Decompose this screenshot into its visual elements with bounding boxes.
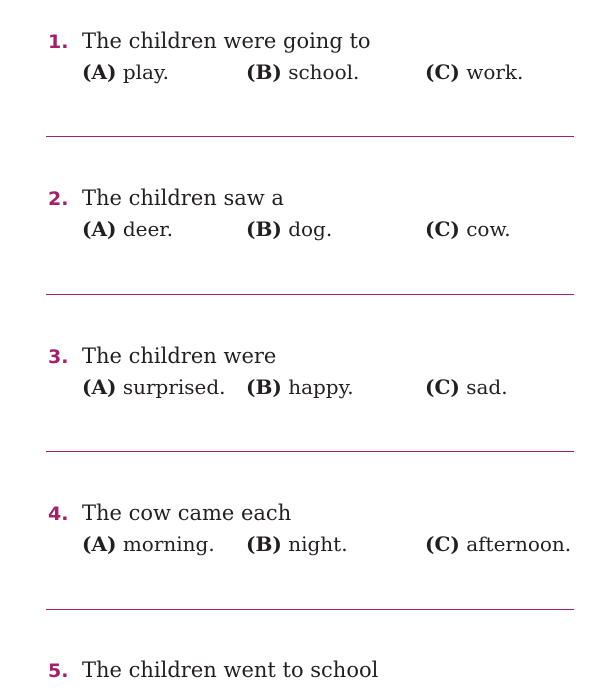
option-c[interactable] xyxy=(425,375,508,399)
option-text: cow. xyxy=(466,217,511,241)
question-4-line xyxy=(48,501,291,526)
option-key: (B) xyxy=(246,375,282,399)
question-5-line xyxy=(48,658,378,683)
answer-line xyxy=(46,451,574,452)
option-text: morning. xyxy=(122,532,215,556)
option-text: happy. xyxy=(288,375,354,399)
question-text: The children went to school xyxy=(82,658,379,682)
option-text: play. xyxy=(122,60,169,84)
option-text: work. xyxy=(466,60,524,84)
question-text: The children saw a xyxy=(82,186,284,210)
option-a[interactable] xyxy=(82,532,215,556)
option-key: (C) xyxy=(425,375,460,399)
question-text: The children were going to xyxy=(82,29,371,53)
question-text: The children were xyxy=(82,344,277,368)
option-key: (A) xyxy=(82,217,117,241)
option-a[interactable] xyxy=(82,217,173,241)
option-c[interactable] xyxy=(425,217,511,241)
option-key: (B) xyxy=(246,532,282,556)
option-key: (B) xyxy=(246,60,282,84)
option-key: (A) xyxy=(82,60,117,84)
option-key: (A) xyxy=(82,532,117,556)
option-text: night. xyxy=(288,532,348,556)
option-key: (C) xyxy=(425,217,460,241)
question-text: The cow came each xyxy=(82,501,292,525)
option-key: (C) xyxy=(425,532,460,556)
option-b[interactable] xyxy=(246,532,348,556)
question-1-line xyxy=(48,29,371,54)
option-text: surprised. xyxy=(122,375,226,399)
option-b[interactable] xyxy=(246,60,359,84)
question-3-line xyxy=(48,344,276,369)
option-b[interactable] xyxy=(246,217,332,241)
option-b[interactable] xyxy=(246,375,354,399)
option-text: deer. xyxy=(122,217,174,241)
question-number: 3. xyxy=(48,346,69,368)
option-a[interactable] xyxy=(82,375,226,399)
question-2-line xyxy=(48,186,284,211)
option-text: afternoon. xyxy=(466,532,572,556)
option-key: (A) xyxy=(82,375,117,399)
option-c[interactable] xyxy=(425,60,523,84)
question-number: 1. xyxy=(48,31,69,53)
question-number: 2. xyxy=(48,188,69,210)
option-key: (B) xyxy=(246,217,282,241)
option-text: sad. xyxy=(466,375,508,399)
option-a[interactable] xyxy=(82,60,169,84)
answer-line xyxy=(46,136,574,137)
answer-line xyxy=(46,609,574,610)
question-number: 5. xyxy=(48,660,69,682)
option-c[interactable] xyxy=(425,532,571,556)
question-number: 4. xyxy=(48,503,69,525)
option-text: dog. xyxy=(288,217,333,241)
option-key: (C) xyxy=(425,60,460,84)
option-text: school. xyxy=(288,60,360,84)
answer-line xyxy=(46,294,574,295)
